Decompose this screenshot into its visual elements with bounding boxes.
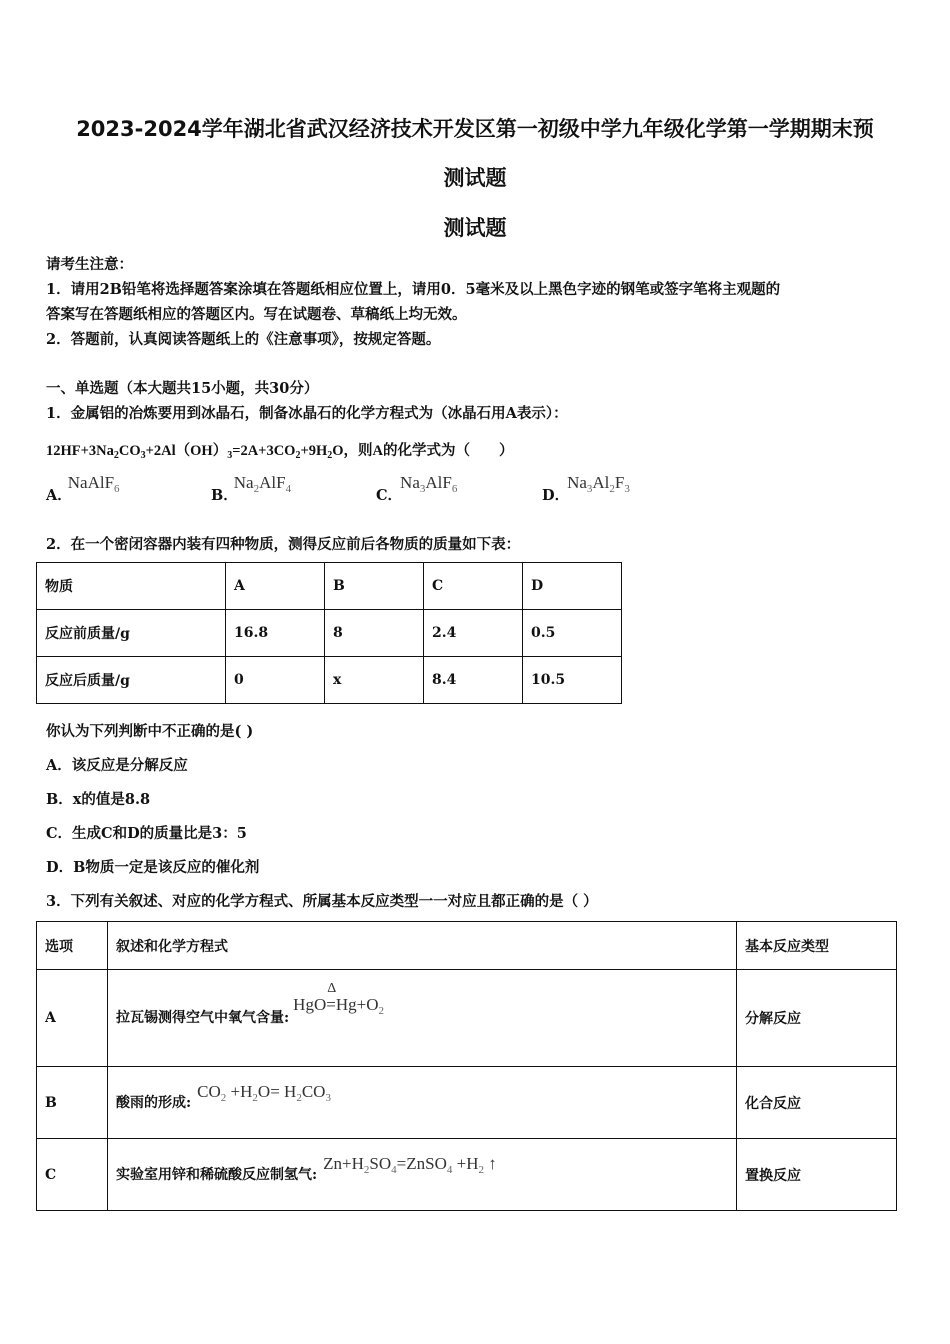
table-cell bbox=[108, 970, 737, 1067]
table-cell: 0 bbox=[226, 657, 325, 704]
table-cell: 选项 bbox=[37, 922, 108, 970]
table-cell: 8 bbox=[325, 610, 424, 657]
q1-stem: 1．金属铝的冶炼要用到冰晶石，制备冰晶石的化学方程式为（冰晶石用A表示）： bbox=[46, 405, 568, 422]
table-row bbox=[37, 1139, 897, 1211]
notice-item1-line1: 1．请用2B铅笔将选择题答案涂填在答题纸相应位置上，请用0．5毫米及以上黑色字迹的钢笔或签字笔将主观题的 bbox=[46, 281, 781, 298]
table-cell bbox=[108, 1067, 737, 1139]
q3-stem: 3．下列有关叙述、对应的化学方程式、所属基本反应类型一一对应且都正确的是（ ） bbox=[46, 893, 598, 910]
table-cell: C bbox=[424, 563, 523, 610]
q3-row-b-equation: $CO_2 +H_2O= H_2CO_3$ bbox=[197, 1081, 331, 1104]
q1-option-c-label: C． bbox=[376, 487, 403, 504]
table-cell: 反应前质量/g bbox=[37, 610, 226, 657]
section-heading: 一、单选题（本大题共15小题，共30分） bbox=[46, 380, 319, 397]
table-row bbox=[37, 563, 622, 610]
table-cell: 分解反应 bbox=[737, 970, 897, 1067]
table-cell: 反应后质量/g bbox=[37, 657, 226, 704]
q2-mass-table bbox=[36, 562, 622, 704]
table-cell bbox=[108, 1139, 737, 1211]
table-cell: 基本反应类型 bbox=[737, 922, 897, 970]
table-cell: A bbox=[37, 970, 108, 1067]
q2-stem: 2．在一个密闭容器内装有四种物质，测得反应前后各物质的质量如下表： bbox=[46, 536, 521, 553]
exam-title-line1: 2023-2024学年湖北省武汉经济技术开发区第一初级中学九年级化学第一学期期末预 bbox=[76, 117, 874, 141]
q2-option-d[interactable]: D．B物质一定是该反应的催化剂 bbox=[46, 859, 260, 876]
table-cell: A bbox=[226, 563, 325, 610]
table-row bbox=[37, 922, 897, 970]
q3-row-a-equation: HgO= Δ $Hg+O_2$ bbox=[293, 981, 384, 1017]
q3-reaction-table bbox=[36, 921, 897, 1211]
notice-heading: 请考生注意： bbox=[46, 256, 133, 273]
q2-question: 你认为下列判断中不正确的是( ) bbox=[46, 723, 254, 740]
table-cell: 2.4 bbox=[424, 610, 523, 657]
table-cell: x bbox=[325, 657, 424, 704]
q2-option-b[interactable]: B．x的值是8.8 bbox=[46, 791, 151, 808]
table-cell: D bbox=[523, 563, 622, 610]
q3-row-b-desc: 酸雨的形成: bbox=[116, 1094, 192, 1111]
q3-row-c-equation: $Zn+H_2SO_4=ZnSO_4 +H_2$ ↑ bbox=[323, 1153, 497, 1176]
table-cell: 物质 bbox=[37, 563, 226, 610]
q1-option-d[interactable]: D．$Na_3Al_2F_3$ bbox=[542, 473, 630, 504]
exam-title-line3: 测试题 bbox=[443, 216, 507, 240]
exam-title-line2: 测试题 bbox=[443, 166, 507, 190]
q1-option-a-label: A． bbox=[46, 487, 72, 504]
table-cell: 化合反应 bbox=[737, 1067, 897, 1139]
table-row bbox=[37, 1067, 897, 1139]
q1-option-d-label: D． bbox=[542, 487, 570, 504]
table-row bbox=[37, 610, 622, 657]
table-cell: 16.8 bbox=[226, 610, 325, 657]
table-row bbox=[37, 657, 622, 704]
q1-equation: $12HF+3Na_2CO_3+2Al(OH)_3=2A+3CO_2+9H_2O$，则A的化学式为（ ） bbox=[46, 443, 514, 461]
q1-option-a[interactable]: A．NaAlF$_6$ bbox=[46, 473, 120, 504]
notice-item1-line2: 答案写在答题纸相应的答题区内。写在试题卷、草稿纸上均无效。 bbox=[46, 306, 467, 323]
q3-row-a-desc: 拉瓦锡测得空气中氧气含量: bbox=[116, 1010, 290, 1026]
table-cell: 0.5 bbox=[523, 610, 622, 657]
table-cell: C bbox=[37, 1139, 108, 1211]
q1-option-b-label: B． bbox=[211, 487, 238, 504]
q1-option-c[interactable]: C．$Na_3AlF_6$ bbox=[376, 473, 458, 504]
heat-symbol: Δ bbox=[327, 981, 337, 996]
q1-equation-tail: ，则A的化学式为（ ） bbox=[343, 443, 514, 459]
q2-option-a[interactable]: A．该反应是分解反应 bbox=[46, 757, 188, 774]
table-cell: 叙述和化学方程式 bbox=[108, 922, 737, 970]
table-cell: 置换反应 bbox=[737, 1139, 897, 1211]
table-cell: B bbox=[37, 1067, 108, 1139]
table-cell: 8.4 bbox=[424, 657, 523, 704]
table-row bbox=[37, 970, 897, 1067]
q3-row-c-desc: 实验室用锌和稀硫酸反应制氢气: bbox=[116, 1166, 318, 1183]
table-cell: B bbox=[325, 563, 424, 610]
table-cell: 10.5 bbox=[523, 657, 622, 704]
q2-option-c[interactable]: C．生成C和D的质量比是3：5 bbox=[46, 825, 247, 842]
q1-option-b[interactable]: B．$Na_2AlF_4$ bbox=[211, 473, 292, 504]
notice-item2: 2．答题前，认真阅读答题纸上的《注意事项》，按规定答题。 bbox=[46, 331, 441, 348]
